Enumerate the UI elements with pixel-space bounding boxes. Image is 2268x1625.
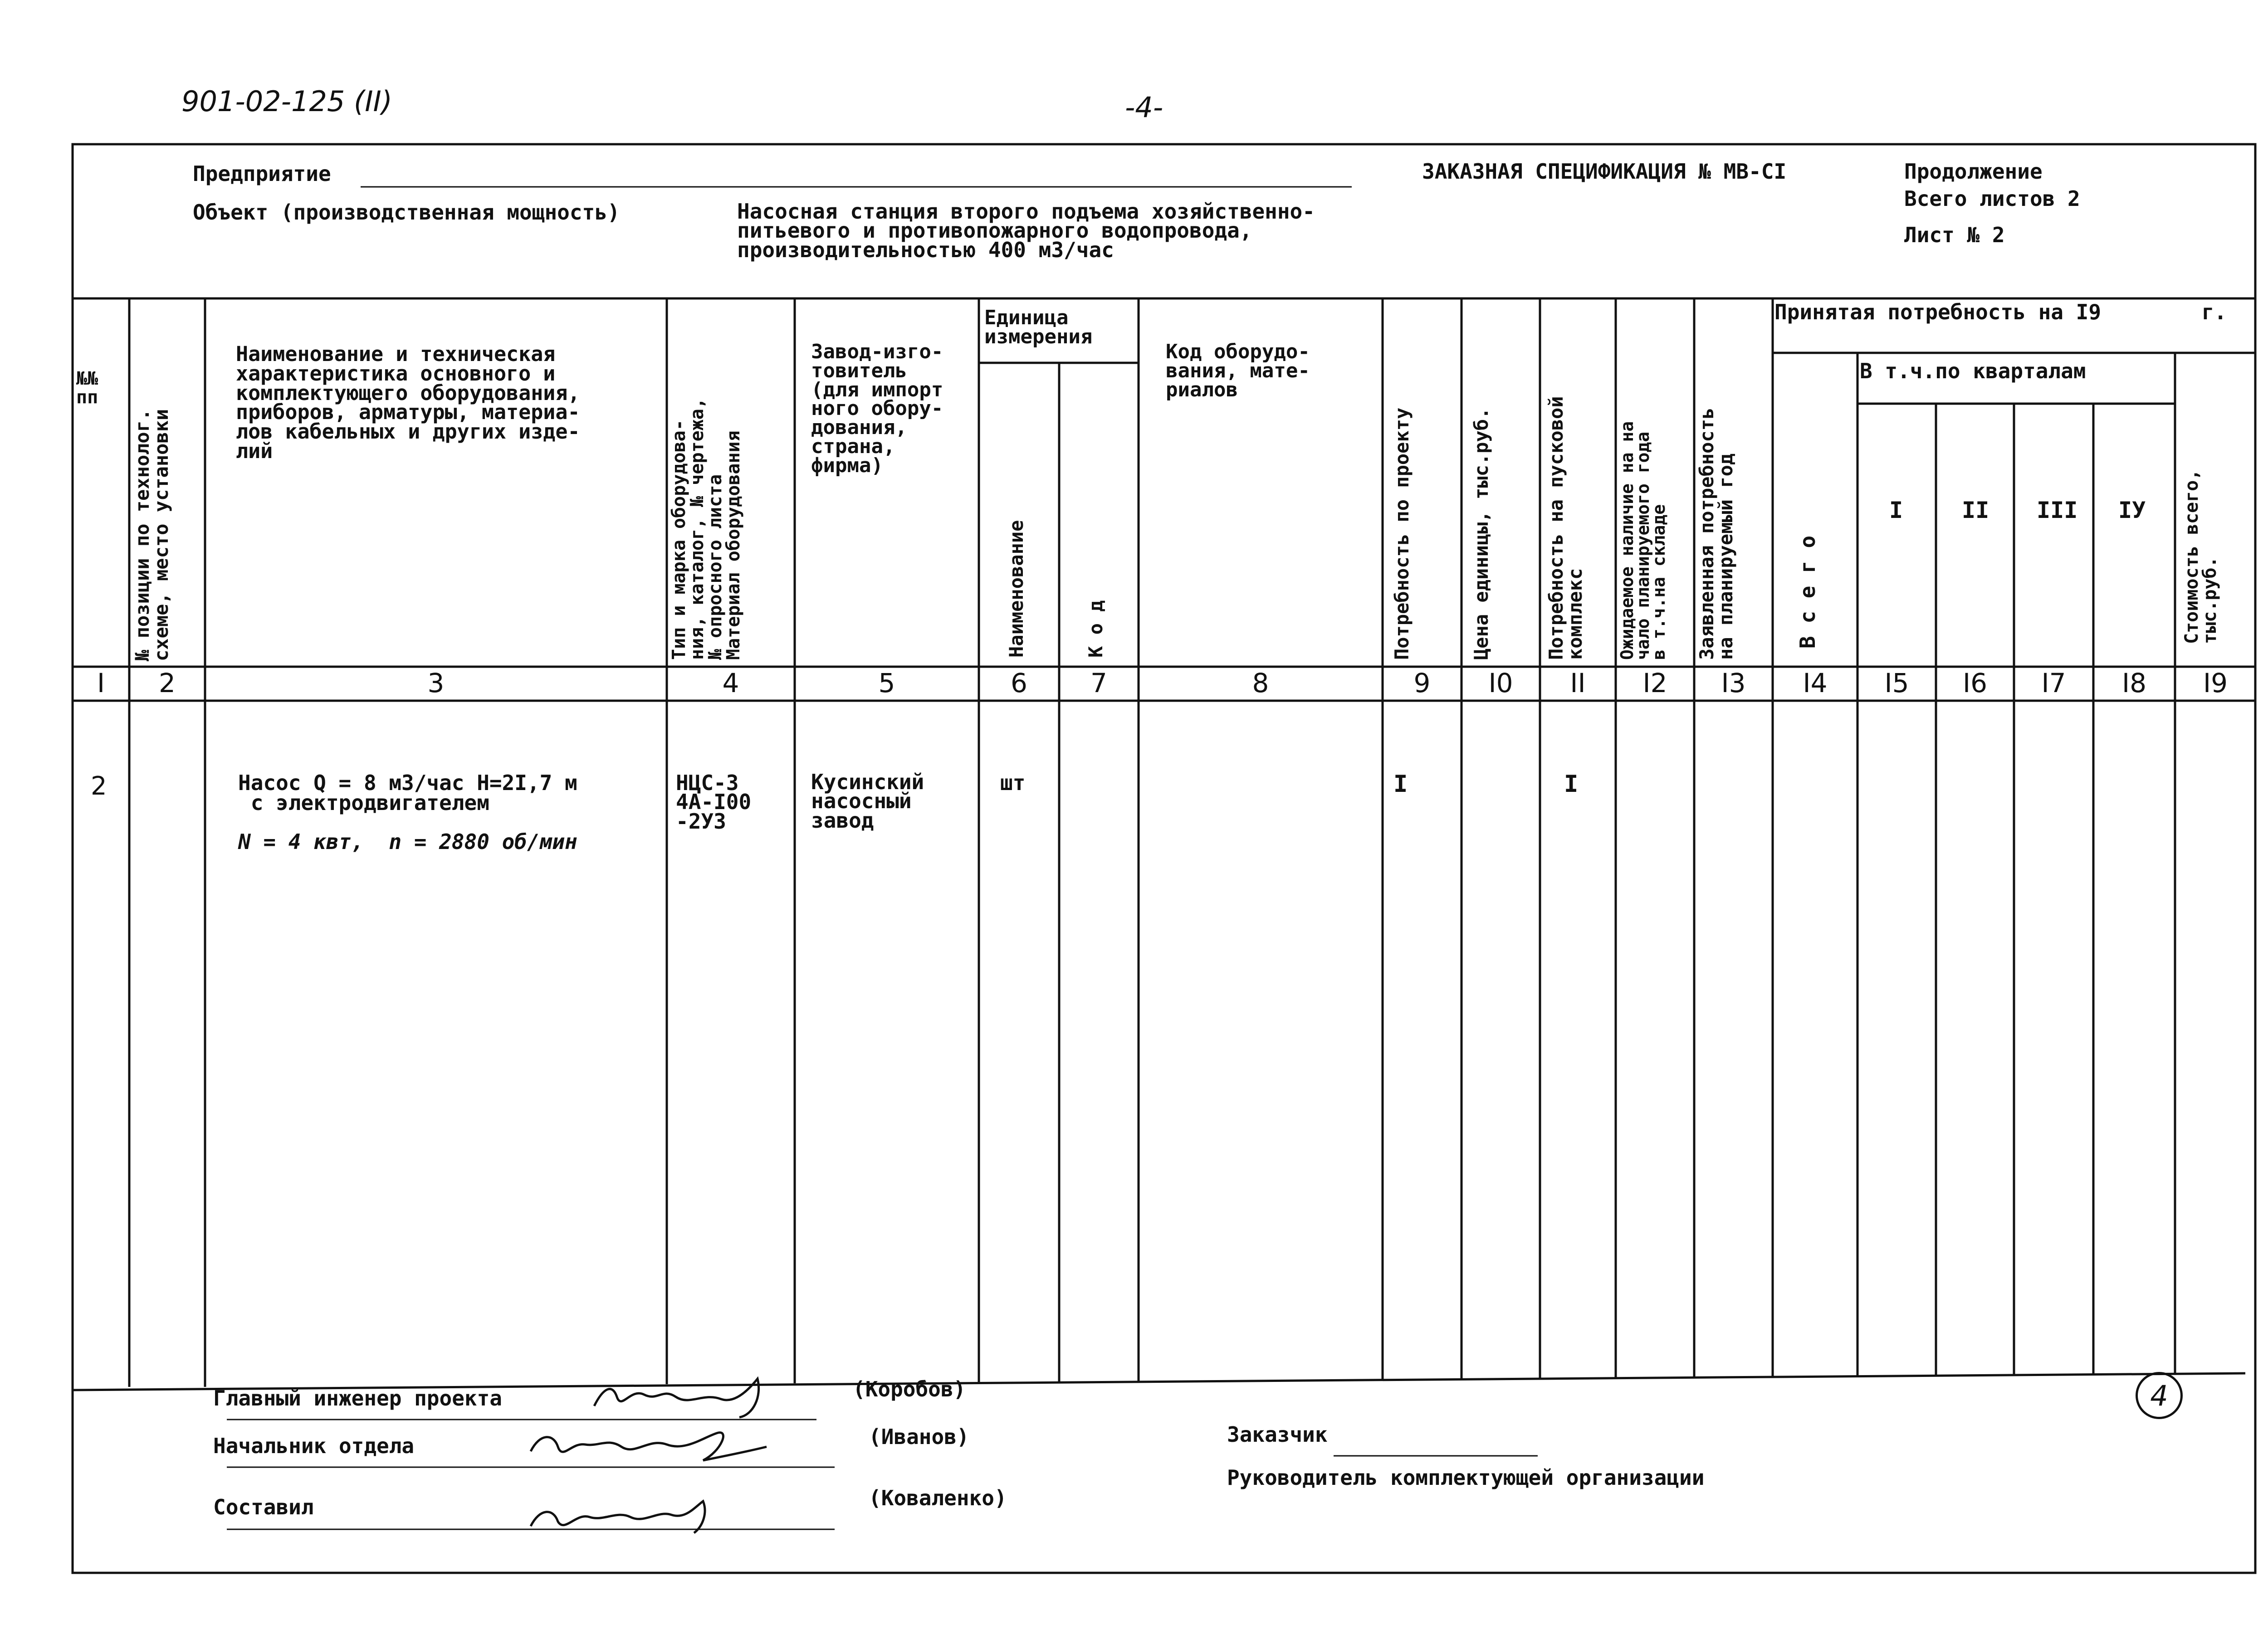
col-number-15: I5 [1884, 668, 1909, 698]
col-number-8: 8 [1252, 668, 1269, 698]
object-value: Насосная станция второго подъема хозяйственно- питьевого и противопожарного водопровода, производительностью 400 м3/час [737, 199, 1315, 262]
signature-chief [585, 1370, 776, 1424]
total-sheets: Всего листов 2 [1904, 186, 2080, 211]
col-number-11: II [1570, 668, 1586, 698]
row-item-unit: шт [1000, 771, 1026, 795]
dept-head-name: (Иванов) [869, 1425, 969, 1449]
col-number-19: I9 [2203, 668, 2228, 698]
col-header-19: Стоимость всего, тыс.руб. [2181, 469, 2220, 644]
quarter-2-label: II [1962, 497, 1989, 523]
col-number-17: I7 [2041, 668, 2066, 698]
col-header-1: №№ пп [76, 368, 98, 408]
col-number-9: 9 [1413, 668, 1431, 698]
col-number-16: I6 [1962, 668, 1987, 698]
document-code: 901-02-125 (II) [181, 85, 392, 118]
col-header-9: Потребность по проекту [1391, 407, 1413, 660]
col-number-7: 7 [1090, 668, 1107, 698]
page-mark-circle: 4 [2136, 1372, 2183, 1419]
col-number-1: I [97, 668, 105, 698]
col-header-3: Наименование и техническая характеристика основного и комплектующего оборудования, приборов, арматуры, материа- лов кабельных и других изде- лий [236, 342, 580, 463]
enterprise-label: Предприятие [193, 161, 331, 186]
col-number-4: 4 [722, 668, 739, 698]
col-header-4: Тип и марка оборудова- ния, каталог, № чертежа, № опросного листа Материал оборудования [669, 398, 744, 660]
col-number-12: I2 [1642, 668, 1667, 698]
col-number-18: I8 [2121, 668, 2146, 698]
spec-title: ЗАКАЗНАЯ СПЕЦИФИКАЦИЯ № МВ-СI [1422, 159, 1787, 184]
continuation-label: Продолжение [1904, 159, 2043, 184]
col-header-2: № позиции по технолог. схеме, место установки [131, 409, 172, 661]
quarter-1-label: I [1889, 497, 1903, 523]
object-label: Объект (производственная мощность) [193, 200, 620, 224]
table-row [73, 701, 2255, 1372]
col-number-3: 3 [427, 668, 445, 698]
signature-dept-head [522, 1420, 776, 1474]
col-number-5: 5 [878, 668, 895, 698]
col-header-12: Ожидаемое наличие на на чало планируемого года в т.ч.на складе [1617, 421, 1669, 660]
row-item-type: НЦС-3 4А-I00 -2У3 [676, 771, 752, 834]
chief-engineer-label: Главный инженер проекта [213, 1386, 502, 1410]
supplier-head-label: Руководитель комплектующей организации [1227, 1465, 1705, 1490]
page-number: -4- [1125, 91, 1163, 124]
customer-label: Заказчик [1227, 1422, 1328, 1447]
col-header-10: Цена единицы, тыс.руб. [1470, 407, 1492, 660]
col-header-14: В с е г о [1795, 535, 1820, 649]
col-number-2: 2 [159, 668, 176, 698]
col-number-13: I3 [1721, 668, 1746, 698]
row-item-maker: Кусинский насосный завод [811, 770, 924, 833]
col-header-8: Код оборудо- вания, мате- риалов [1166, 340, 1310, 401]
col-header-11: Потребность на пусковой комплекс [1545, 396, 1586, 660]
sheet-number: Лист № 2 [1904, 223, 2005, 247]
col-header-5: Завод-изго- товитель (для импорт ного обору- дования, страна, фирма) [811, 340, 943, 477]
col-header-13: Заявленная потребность на планируемый год [1696, 407, 1737, 660]
col-number-14: I4 [1803, 668, 1828, 698]
col-header-6: Наименование [1005, 520, 1027, 658]
col-number-6: 6 [1011, 668, 1027, 698]
compiled-name: (Коваленко) [869, 1486, 1007, 1510]
row-number: 2 [91, 771, 107, 801]
col-header-quarters: В т.ч.по кварталам [1860, 359, 2086, 383]
quarter-4-label: IУ [2118, 497, 2146, 523]
col-header-7: К о д [1085, 600, 1107, 658]
row-need-start: I [1564, 771, 1579, 798]
row-item-power: N = 4 квт, n = 2880 об/мин [238, 830, 577, 854]
col-header-accepted: Принятая потребность на I9 г. [1774, 300, 2227, 324]
signature-compiled [522, 1490, 730, 1540]
col-header-unit-group: Единица измерения [984, 306, 1093, 348]
col-number-10: I0 [1488, 668, 1513, 698]
chief-engineer-name: (Коробов) [853, 1377, 966, 1401]
row-item-name: Насос Q = 8 м3/час Н=2I,7 м с электродвигателем [238, 771, 577, 815]
row-need-project: I [1393, 771, 1408, 798]
compiled-label: Составил [213, 1495, 314, 1519]
dept-head-label: Начальник отдела [213, 1434, 415, 1458]
quarter-3-label: III [2037, 497, 2078, 523]
